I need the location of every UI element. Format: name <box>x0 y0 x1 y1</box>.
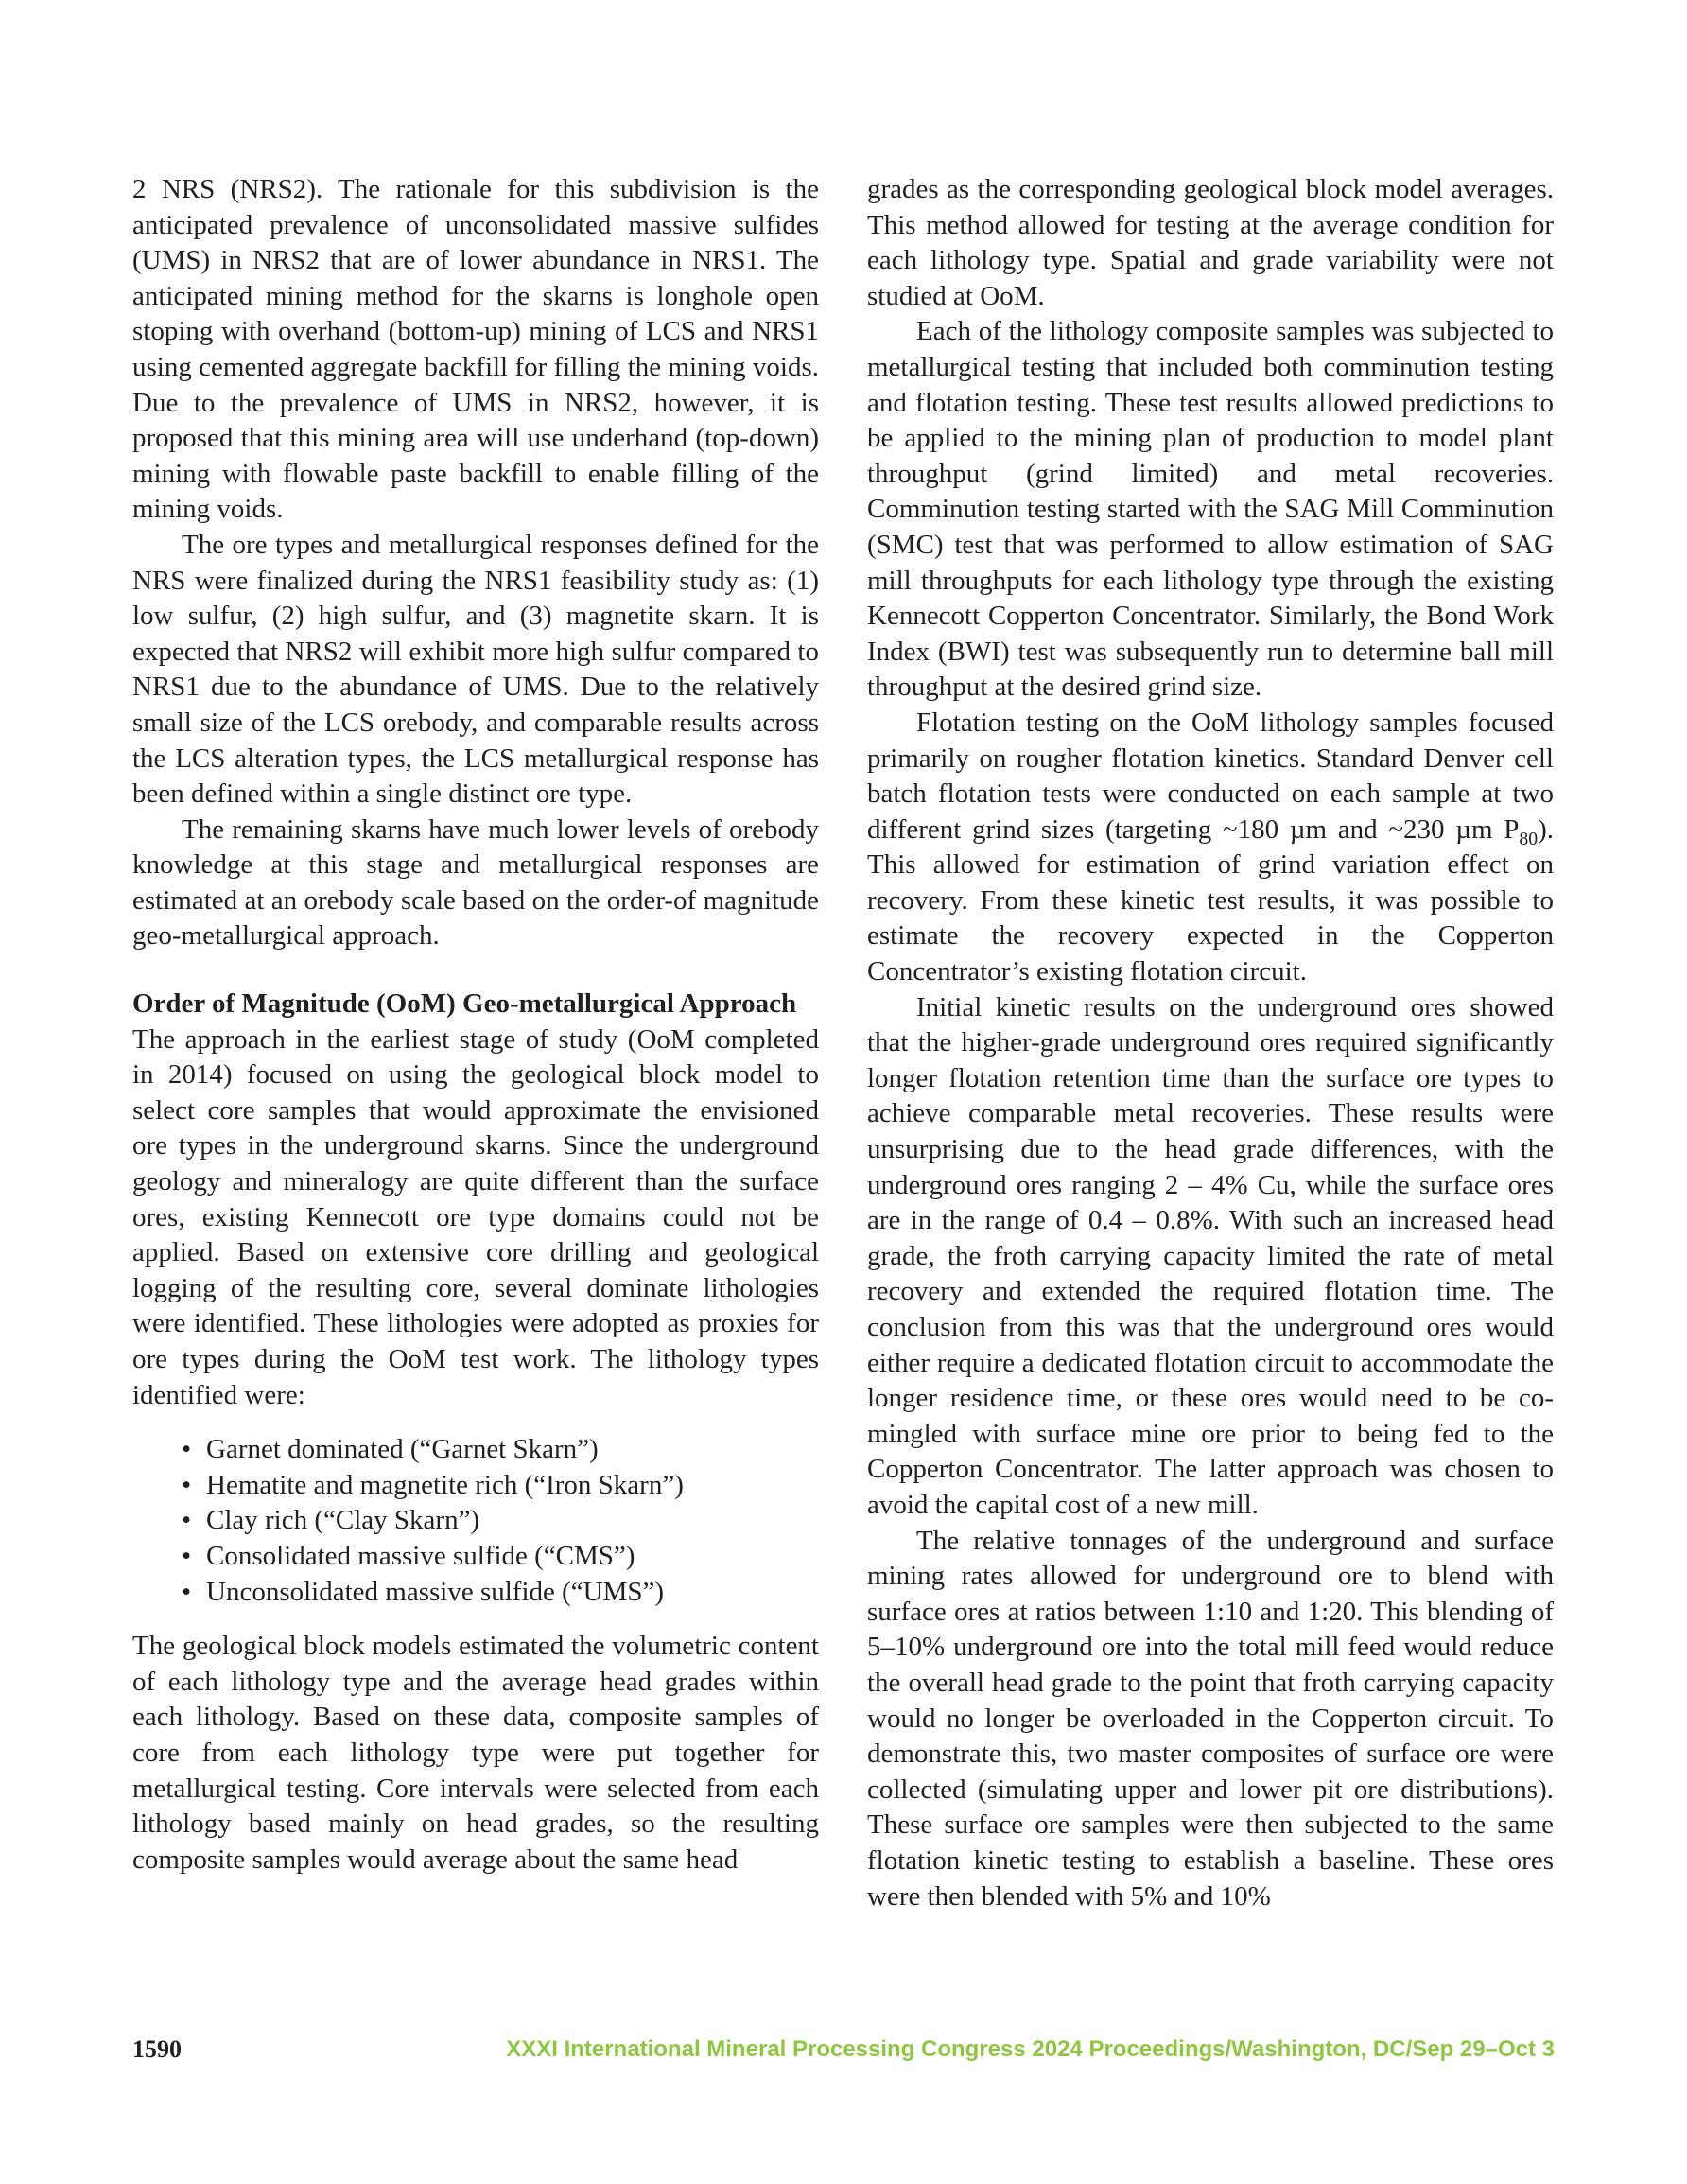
left-column <box>132 172 819 1878</box>
paragraph: The ore types and metallurgical responses defined for the NRS were finalized during the NRS1 feasibility study as: (1) low sulfur, (2) high sulfur, and (3) magnetite skarn. It is expected that NRS2 will exhibit more high sulfur compared to NRS1 due to the abundance of UMS. Due to the relatively small size of the LCS orebody, and comparable results across the LCS alteration types, the LCS metallurgical response has been defined within a single distinct ore type. <box>132 529 819 810</box>
subscript: 80 <box>1519 828 1539 849</box>
list-item: • Consolidated massive sulfide (“CMS”) <box>182 1539 819 1575</box>
list-item: • Garnet dominated (“Garnet Skarn”) <box>182 1432 819 1468</box>
right-column <box>867 172 1554 1914</box>
paragraph: The remaining skarns have much lower levels of orebody knowledge at this stage and metallurgical responses are estimated at an orebody scale based on the order-of magnitude geo-metallurgical approach. <box>132 813 819 952</box>
running-footer-title: XXXI International Mineral Processing Congress 2024 Proceedings/Washington, DC/Sep 29–Oct 3 <box>506 2036 1555 2062</box>
paragraph: The relative tonnages of the underground and surface mining rates allowed for underground ore to blend with surface ores at ratios between 1:10 and 1:20. This blending of 5–10% underground ore into the total mill feed would reduce the overall head grade to the point that froth carrying capacity would no longer be overloaded in the Copperton circuit. To demonstrate this, two master composites of surface ore were collected (simulating upper and lower pit ore distributions). These surface ore samples were then subjected to the same flotation kinetic testing to establish a baseline. These ores were then blended with 5% and 10% <box>867 1525 1554 1912</box>
section-heading: Order of Magnitude (OoM) Geo-metallurgical Approach <box>132 988 797 1020</box>
paragraph: Each of the lithology composite samples was subjected to metallurgical testing that included both comminution testing and flotation testing. These test results allowed predictions to be applied to the mining plan of production to model plant throughput (grind limited) and metal recoveries. Comminution testing started with the SAG Mill Comminution (SMC) test that was performed to allow estimation of SAG mill throughputs for each lithology type through the existing Kennecott Copperton Concentrator. Similarly, the Bond Work Index (BWI) test was subsequently run to determine ball mill throughput at the desired grind size. <box>867 316 1554 703</box>
page-number: 1590 <box>132 2035 182 2063</box>
lithology-list <box>132 1432 819 1610</box>
paragraph-text: ). This allowed for estimation of grind variation effect on recovery. From these kinetic test results, it was possible to estimate the recovery expected in the Copperton Concentrator’s existing flotation circuit. <box>867 813 1554 987</box>
paragraph: grades as the corresponding geological block model averages. This method allowed for testing at the average condition for each lithology type. Spatial and grade variability were not studied at OoM. <box>867 174 1554 311</box>
list-item: • Clay rich (“Clay Skarn”) <box>182 1503 819 1539</box>
paragraph: The geological block models estimated the volumetric content of each lithology type and the average head grades within each lithology. Based on these data, composite samples of core from each lithology type were put together for metallurgical testing. Core intervals were selected from each lithology based mainly on head grades, so the resulting composite samples would average about the same head <box>132 1631 819 1875</box>
list-item: • Unconsolidated massive sulfide (“UMS”) <box>182 1575 819 1611</box>
paragraph <box>867 706 1554 990</box>
paragraph: 2 NRS (NRS2). The rationale for this subdivision is the anticipated prevalence of unconsolidated massive sulfides (UMS) in NRS2 that are of lower abundance in NRS1. The anticipated mining method for the skarns is longhole open stoping with overhand (bottom-up) mining of LCS and NRS1 using cemented aggregate backfill for filling the mining voids. Due to the prevalence of UMS in NRS2, however, it is proposed that this mining area will use underhand (top-down) mining with flowable paste backfill to enable filling of the mining voids. <box>132 174 819 525</box>
list-item: • Hematite and magnetite rich (“Iron Skarn”) <box>182 1468 819 1504</box>
paragraph-text: Flotation testing on the OoM lithology samples focused primarily on rougher flotation kinetics. Standard Denver cell batch flotation tests were conducted on each sample at two different grind sizes (targeting ~180 µm and ~230 µm P <box>867 707 1554 845</box>
paragraph: The approach in the earliest stage of study (OoM completed in 2014) focused on using the geological block model to select core samples that would approximate the envisioned ore types in the underground skarns. Since the underground geology and mineralogy are quite different than the surface ores, existing Kennecott ore type domains could not be applied. Based on extensive core drilling and geological logging of the resulting core, several dominate lithologies were identified. These lithologies were adopted as proxies for ore types during the OoM test work. The lithology types identified were: <box>132 1023 819 1410</box>
paragraph: Initial kinetic results on the underground ores showed that the higher-grade underground ores required significantly longer flotation retention time than the surface ore types to achieve comparable metal recoveries. These results were unsurprising due to the head grade differences, with the underground ores ranging 2 – 4% Cu, while the surface ores are in the range of 0.4 – 0.8%. With such an increased head grade, the froth carrying capacity limited the rate of metal recovery and extended the required flotation time. The conclusion from this was that the underground ores would either require a dedicated flotation circuit to accommodate the longer residence time, or these ores would need to be co-mingled with surface mine ore prior to being fed to the Copperton Concentrator. The latter approach was chosen to avoid the capital cost of a new mill. <box>867 991 1554 1520</box>
